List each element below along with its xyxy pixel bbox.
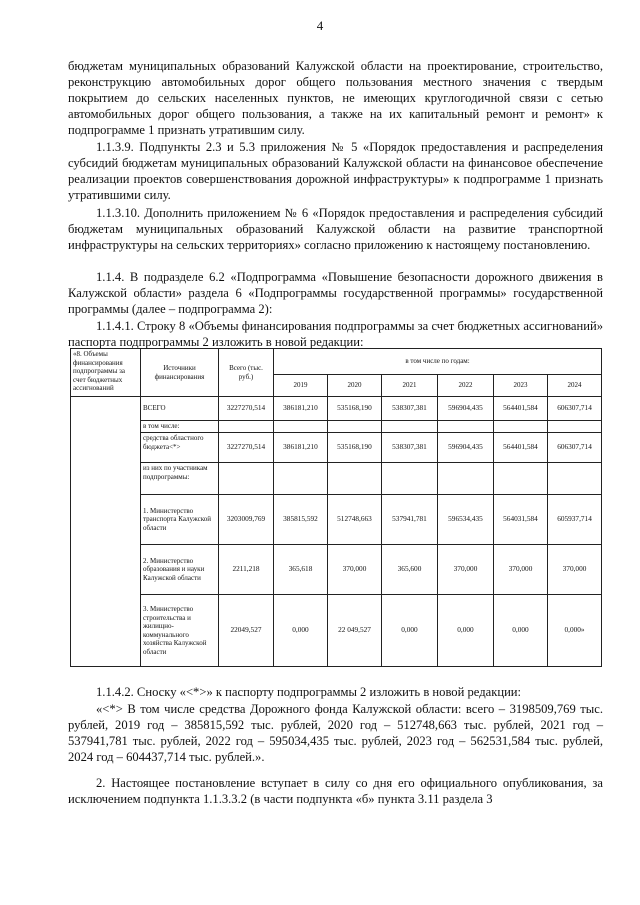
financing-table [70, 348, 602, 667]
header-year: 2020 [328, 375, 382, 397]
row-value: 535168,190 [328, 433, 382, 463]
paragraph-6: 1.1.4.2. Сноску «<*>» к паспорту подпрограммы 2 изложить в новой редакции: [96, 685, 522, 699]
row-value [274, 421, 328, 433]
row-total: 3227270,514 [219, 433, 274, 463]
row-value: 385815,592 [274, 495, 328, 545]
row-value: 538307,381 [382, 433, 438, 463]
paragraph-1: бюджетам муниципальных образований Калужской области на проектирование, строительство, реконструкцию автомобильных дорог общего пользования местного значения с твердым покрытием до сельских населенных пунктов, не имеющих круглогодичной связи с сетью автомобильных дорог общего пользования, а также на их капитальный ремонт и ремонт» к подпрограмме 1 признать утратившим силу. [68, 59, 603, 137]
row-value: 606307,714 [548, 433, 602, 463]
row-value: 0,000 [494, 595, 548, 667]
table-row-label: «8. Объемы финансирования подпрограммы за счет бюджетных ассигнований [73, 350, 126, 392]
row-value: 596534,435 [438, 495, 494, 545]
row-label: 1. Министерство транспорта Калужской области [141, 495, 219, 545]
row-value: 365,618 [274, 545, 328, 595]
row-value: 564401,584 [494, 397, 548, 421]
paragraph-5: 1.1.4.1. Строку 8 «Объемы финансирования подпрограммы за счет бюджетных ассигнований» паспорта подпрограммы 2 изложить в новой редакции: [68, 319, 603, 349]
row-value: 564031,584 [494, 495, 548, 545]
page-number: 4 [316, 18, 324, 33]
row-value [438, 421, 494, 433]
header-year: 2024 [548, 375, 602, 397]
header-year: 2023 [494, 375, 548, 397]
row-total: 3203009,769 [219, 495, 274, 545]
row-value: 0,000 [438, 595, 494, 667]
row-label: средства областного бюджета<*> [141, 433, 219, 463]
row-total: 3227270,514 [219, 397, 274, 421]
row-value [328, 463, 382, 495]
row-value: 370,000 [494, 545, 548, 595]
header-year: 2022 [438, 375, 494, 397]
header-total: Всего (тыс. руб.) [219, 349, 274, 397]
row-value [548, 463, 602, 495]
table-row [71, 433, 602, 463]
row-value: 386181,210 [274, 433, 328, 463]
row-value: 370,000 [328, 545, 382, 595]
row-value: 606307,714 [548, 397, 602, 421]
row-value: 537941,781 [382, 495, 438, 545]
row-value [548, 421, 602, 433]
table-row [71, 595, 602, 667]
paragraph-3: 1.1.3.10. Дополнить приложением № 6 «Порядок предоставления и распределения субсидий бюджетам муниципальных образований Калужской области на развитие транспортной инфраструктуры на сельских территориях» согласно приложению к настоящему постановлению. [68, 206, 603, 252]
row-value: 512748,663 [328, 495, 382, 545]
row-value [438, 463, 494, 495]
row-label: ВСЕГО [141, 397, 219, 421]
row-value: 370,000 [548, 545, 602, 595]
row-value: 0,000 [382, 595, 438, 667]
table-row-label-cell [71, 349, 141, 397]
row-value: 370,000 [438, 545, 494, 595]
table-row [71, 545, 602, 595]
row-value: 596904,435 [438, 433, 494, 463]
row-value: 538307,381 [382, 397, 438, 421]
row-value [494, 463, 548, 495]
row-total: 22049,527 [219, 595, 274, 667]
header-years-group: в том числе по годам: [274, 349, 602, 375]
paragraph-4: 1.1.4. В подразделе 6.2 «Подпрограмма «Повышение безопасности дорожного движения в Калужской области» раздела 6 «Подпрограммы государственной программы» государственной программы (далее – подпрограмма 2): [68, 270, 603, 316]
table-label-spacer [71, 397, 141, 667]
row-value [382, 463, 438, 495]
row-total [219, 463, 274, 495]
header-sources: Источники финансирования [141, 349, 219, 397]
row-label: в том числе: [141, 421, 219, 433]
row-value: 0,000» [548, 595, 602, 667]
row-label: 2. Министерство образования и науки Калужской области [141, 545, 219, 595]
paragraph-7: «<*> В том числе средства Дорожного фонда Калужской области: всего – 3198509,769 тыс. рублей, 2019 год – 385815,592 тыс. рублей, 2020 год – 512748,663 тыс. рублей, 2021 год – 537941,781 тыс. рублей, 2022 год – 595034,435 тыс. рублей, 2023 год – 562531,584 тыс. рублей, 2024 год – 604437,714 тыс. рублей.». [68, 702, 603, 764]
row-label: из них по участникам подпрограммы: [141, 463, 219, 495]
header-year: 2021 [382, 375, 438, 397]
row-value [494, 421, 548, 433]
row-value: 22 049,527 [328, 595, 382, 667]
row-value: 564401,584 [494, 433, 548, 463]
row-value: 365,600 [382, 545, 438, 595]
row-value: 0,000 [274, 595, 328, 667]
row-total: 2211,218 [219, 545, 274, 595]
row-value [382, 421, 438, 433]
paragraph-8: 2. Настоящее постановление вступает в силу со дня его официального опубликования, за исключением подпункта 1.1.3.3.2 (в части подпункта «б» пункта 3.11 раздела 3 [68, 776, 603, 806]
table-row [71, 495, 602, 545]
row-value: 605937,714 [548, 495, 602, 545]
row-value: 535168,190 [328, 397, 382, 421]
row-value [328, 421, 382, 433]
row-total [219, 421, 274, 433]
table-row [71, 421, 602, 433]
row-label: 3. Министерство строительства и жилищно-коммунального хозяйства Калужской области [141, 595, 219, 667]
paragraph-2: 1.1.3.9. Подпункты 2.3 и 5.3 приложения № 5 «Порядок предоставления и распределения субсидий бюджетам муниципальных образований Калужской области на финансовое обеспечение реализации проектов совершенствования дорожной инфраструктуры» к подпрограмме 1 признать утратившими силу. [68, 140, 603, 202]
table-row [71, 463, 602, 495]
header-year: 2019 [274, 375, 328, 397]
row-value [274, 463, 328, 495]
row-value: 386181,210 [274, 397, 328, 421]
row-value: 596904,435 [438, 397, 494, 421]
table-row [71, 397, 602, 421]
